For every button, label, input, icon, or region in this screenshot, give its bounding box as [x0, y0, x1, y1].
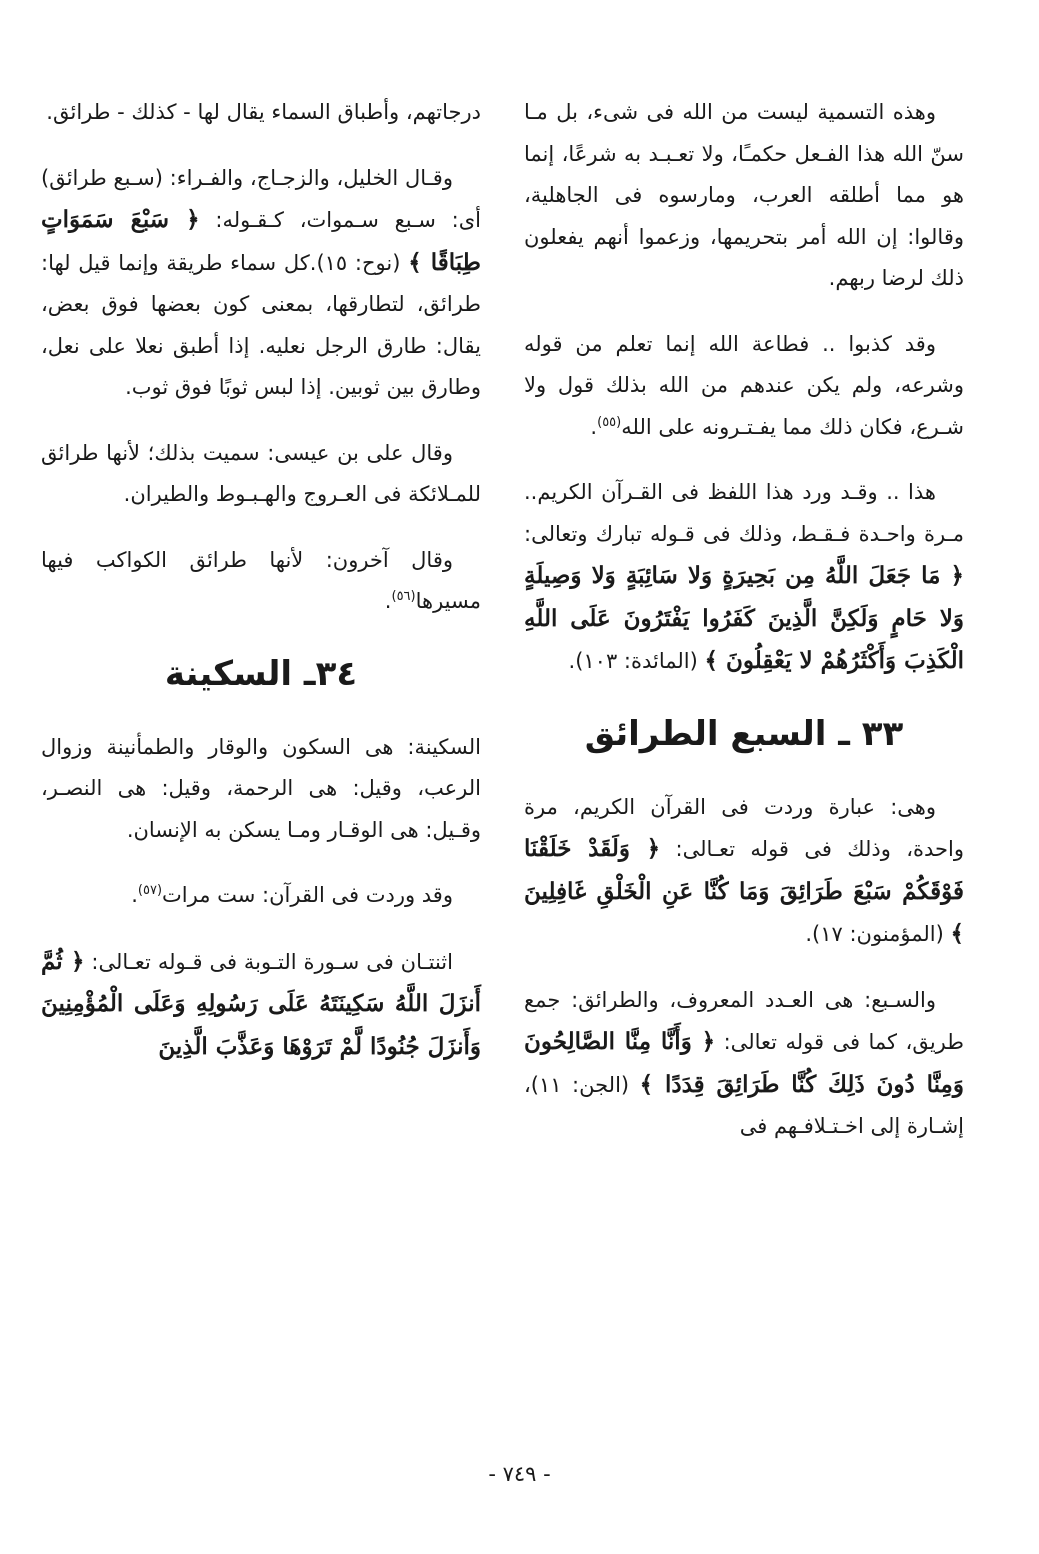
paragraph-text: وقد كذبوا .. فطاعة الله إنما تعلم من قوله وشرعه، ولم يكن عندهم من الله بذلك قول ولا شـرع، فكان ذلك مما يفـتـرونه على الله [524, 331, 964, 439]
left-column [41, 92, 481, 1092]
footnote-ref: (٥٥) [597, 414, 622, 430]
paragraph-end: . [131, 883, 138, 907]
paragraph-text: (نوح: ١٥).كل سماء طريقة وإنما قيل لها: طرائق، لتطارقها، بمعنى كون بعضها فوق بعض، يقال: طارق الرجل نعليه. إذا أطبق نعلا على نعل، وطارق بين ثوبين. إذا لبس ثوبًا فوق ثوب. [41, 250, 481, 399]
paragraph-end: . [590, 414, 598, 439]
footnote-ref: (٥٦) [391, 589, 416, 604]
paragraph [41, 540, 481, 623]
paragraph: درجاتهم، وأطباق السماء يقال لها - كذلك - طرائق. [46, 100, 481, 124]
paragraph-end: . [384, 589, 392, 613]
paragraph-text: وقد وردت فى القرآن: ست مرات [162, 883, 453, 907]
section-heading: ٣٣ ـ السبع الطرائق [584, 713, 904, 754]
paragraph: وقال على بن عيسى: سميت بذلك؛ لأنها طرائق للمـلائكة فى العـروج والهـبـوط والطيران. [41, 440, 481, 506]
paragraph [524, 980, 964, 1148]
quran-verse: ﴿ وَلَقَدْ خَلَقْنَا فَوْقَكُمْ سَبْعَ طَرَائِقَ وَمَا كُنَّا عَنِ الْخَلْقِ غَافِلِينَ ﴾ [524, 835, 964, 947]
paragraph-text: اثنتـان فى سـورة التـوبة فى قـوله تعـالى: [91, 949, 453, 974]
paragraph [524, 787, 964, 956]
paragraph-text: هذا .. وقـد ورد هذا اللفظ فى القـرآن الكريم.. مـرة واحـدة فـقـط، وذلك فى قـوله تبارك وتعالى: [524, 480, 964, 546]
paragraph: وهذه التسمية ليست من الله فى شىء، بل مـا سنّ الله هذا الفـعل حكمـًا، ولا تعـبـد به شرعًا، إنما هو مما أطلقه العرب، ومارسوه فى الجاهلية، وقالوا: إن الله أمر بتحريمها، وزعموا أنهم يفعلون ذلك لرضا ربهم. [524, 100, 964, 290]
verse-reference: (المؤمنون: ١٧). [805, 922, 944, 946]
paragraph-text: وهى: عبارة وردت فى القرآن الكريم، مرة واحدة، وذلك فى قوله تعـالى: [524, 794, 964, 861]
paragraph [41, 941, 481, 1069]
paragraph [41, 158, 481, 409]
paragraph [524, 324, 964, 449]
paragraph [41, 875, 481, 917]
verse-reference: (الجن: ١١)، إشـارة إلى اخـتـلافـهم فى [524, 1072, 964, 1138]
paragraph [524, 472, 964, 683]
verse-reference: (المائدة: ١٠٣). [568, 649, 698, 673]
page-number: - ٧٤٩ - [488, 1462, 551, 1486]
footnote-ref: (٥٧) [137, 883, 163, 898]
quran-verse: ﴿ وَأَنَّا مِنَّا الصَّالِحُونَ وَمِنَّا دُونَ ذَلِكَ كُنَّا طَرَائِقَ قِدَدًا ﴾ [524, 1028, 964, 1098]
paragraph: السكينة: هى السكون والوقار والطمأنينة وزوال الرعب، وقيل: هى الرحمة، وقيل: هى النصـر، وقـيل: هى الوقـار ومـا يسكن به الإنسان. [41, 734, 481, 842]
paragraph-text: والسـبع: هى العـدد المعروف، والطرائق: جمع طريق، كما فى قوله تعالى: [524, 987, 964, 1054]
quran-verse: ﴿ سَبْعَ سَمَوَاتٍ طِبَاقًا ﴾ [41, 206, 481, 276]
paragraph-text: وقـال الخليل، والزجـاج، والفـراء: (سـبع طرائق) أى: سـبع سـموات، كـقـوله: [41, 165, 481, 232]
quran-verse: ﴿ ثُمَّ أَنزَلَ اللَّهُ سَكِينَتَهُ عَلَى رَسُولِهِ وَعَلَى الْمُؤْمِنِينَ وَأَنزَلَ جُنُودًا لَّمْ تَرَوْهَا وَعَذَّبَ الَّذِينَ [41, 947, 481, 1060]
quran-verse: ﴿ مَا جَعَلَ اللَّهُ مِن بَحِيرَةٍ وَلا سَائِبَةٍ وَلا وَصِيلَةٍ وَلا حَامٍ وَلَكِنَّ الَّذِينَ كَفَرُوا يَفْتَرُونَ عَلَى اللَّهِ الْكَذِبَ وَأَكْثَرُهُمْ لا يَعْقِلُونَ ﴾ [524, 562, 964, 674]
paragraph-text: وقال آخرون: لأنها طرائق الكواكب فيها مسيرها [41, 547, 481, 613]
right-column [524, 92, 964, 1172]
section-heading: ٣٤ـ السكينة [164, 653, 358, 694]
